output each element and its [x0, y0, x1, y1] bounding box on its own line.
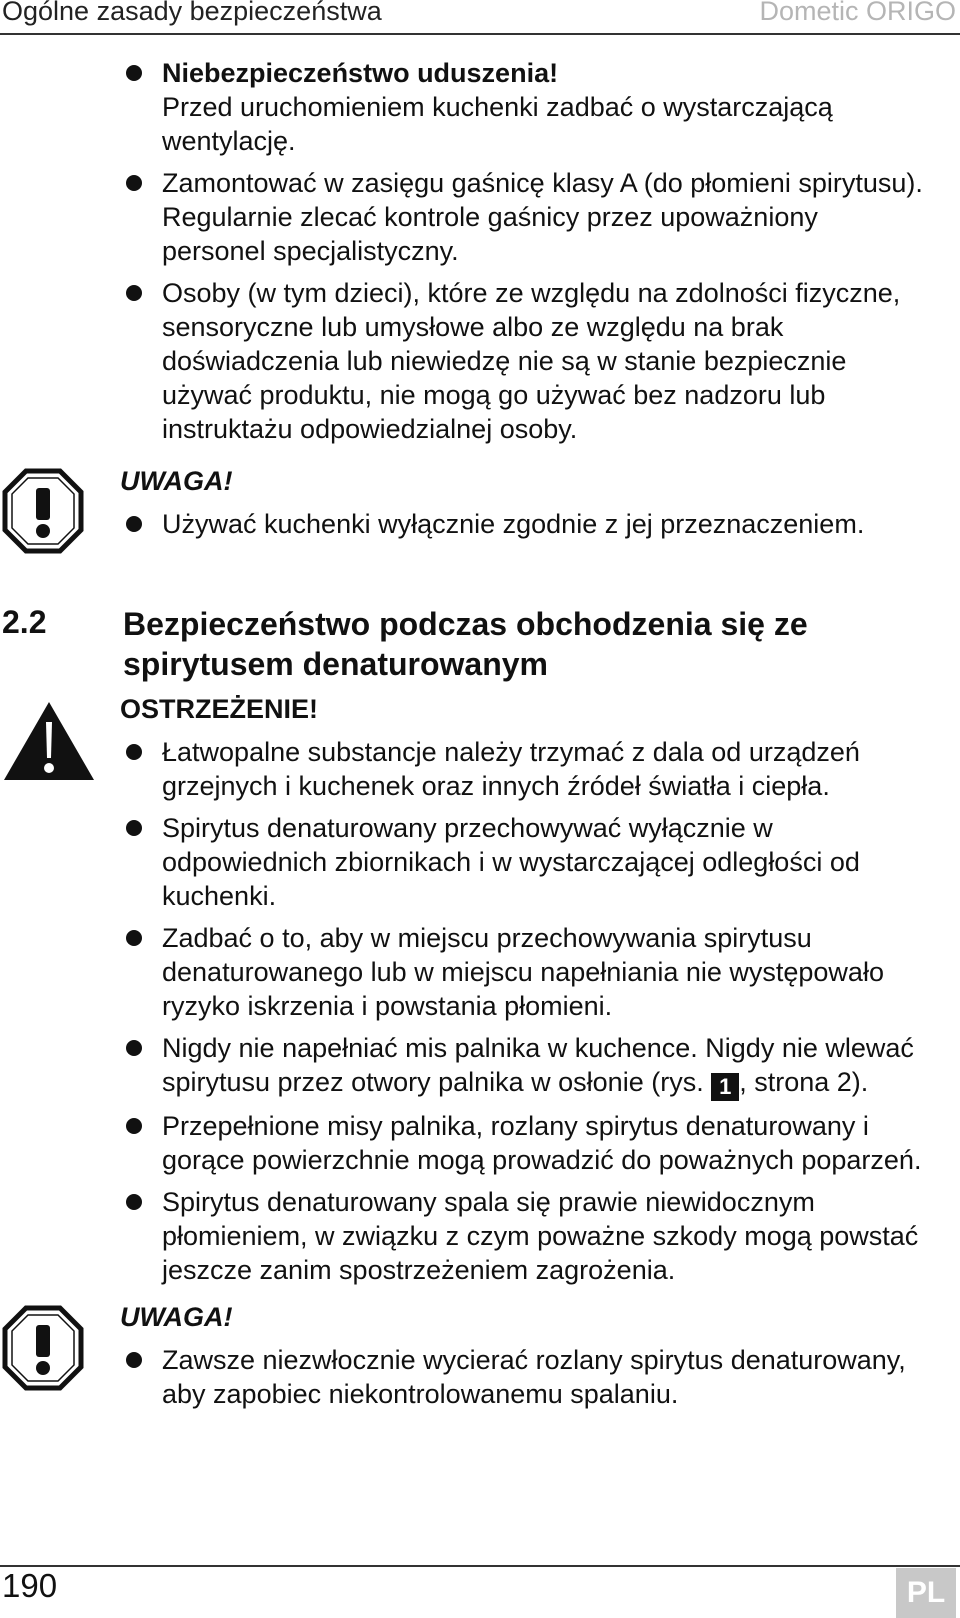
list-item	[0, 56, 960, 158]
running-header-section: Ogólne zasady bezpieczeństwa	[2, 0, 382, 26]
list-item	[0, 507, 960, 541]
bullet-line: Zadbać o to, aby w miejscu przechowywania spirytusu	[162, 923, 812, 953]
list-item	[0, 1109, 960, 1177]
bullet-line: jeszcze zanim spostrzeżeniem zagrożenia.	[162, 1255, 676, 1285]
figure-reference-badge: 1	[711, 1073, 739, 1101]
bullet-line: Przepełnione misy palnika, rozlany spirytus denaturowany i	[162, 1111, 869, 1141]
bullet-line: płomieniem, w związku z czym poważne szkody mogą powstać	[162, 1221, 919, 1251]
footer-rule	[0, 1565, 960, 1567]
header-rule	[0, 33, 960, 35]
bullet-line: Spirytus denaturowany spala się prawie niewidocznym	[162, 1187, 815, 1217]
bullet-line: Zawsze niezwłocznie wycierać rozlany spirytus denaturowany,	[162, 1345, 906, 1375]
bullet-icon	[126, 65, 142, 81]
bullet-icon	[126, 1118, 142, 1134]
bullet-line: wentylację.	[162, 126, 296, 156]
bullet-line-text: spirytusu przez otwory palnika w osłonie (rys.	[162, 1067, 712, 1097]
list-item	[0, 811, 960, 913]
section-title	[123, 604, 923, 684]
bullet-icon	[126, 516, 142, 532]
bullet-line: Przed uruchomieniem kuchenki zadbać o wystarczającą	[162, 92, 833, 122]
bullet-line: gorące powierzchnie mogą prowadzić do poważnych poparzeń.	[162, 1145, 922, 1175]
bullet-line	[162, 1065, 950, 1101]
bullet-line: Spirytus denaturowany przechowywać wyłącznie w	[162, 813, 773, 843]
warning-label: OSTRZEŻENIE!	[120, 694, 319, 724]
bullet-line: Zamontować w zasięgu gaśnicę klasy A (do płomieni spirytusu).	[162, 168, 923, 198]
bullet-icon	[126, 175, 142, 191]
bullet-icon	[126, 820, 142, 836]
bullet-line: grzejnych i kuchenek oraz innych źródeł światła i ciepła.	[162, 771, 830, 801]
list-item	[0, 166, 960, 268]
bullet-line: sensoryczne lub umysłowe albo ze względu na brak	[162, 312, 784, 342]
bullet-line: Używać kuchenki wyłącznie zgodnie z jej przeznaczeniem.	[162, 509, 865, 539]
bullet-icon	[126, 930, 142, 946]
page-number: 190	[2, 1567, 58, 1604]
warning-list	[0, 735, 960, 1287]
bullet-line: Osoby (w tym dzieci), które ze względu na zdolności fizyczne,	[162, 278, 901, 308]
bullet-line: aby zapobiec niekontrolowanemu spalaniu.	[162, 1379, 679, 1409]
bullet-icon	[126, 1352, 142, 1368]
list-item	[0, 1031, 960, 1101]
safety-list-general	[0, 56, 960, 446]
notice-list	[0, 507, 960, 541]
bullet-line: personel specjalistyczny.	[162, 236, 459, 266]
bullet-icon	[126, 744, 142, 760]
notice-label: UWAGA!	[120, 466, 233, 496]
running-header-product: Dometic ORIGO	[759, 0, 956, 26]
bullet-line: doświadczenia lub niewiedzę nie są w stanie bezpiecznie	[162, 346, 847, 376]
bullet-line: Regularnie zlecać kontrole gaśnicy przez upoważniony	[162, 202, 818, 232]
list-item	[0, 921, 960, 1023]
bullet-icon	[126, 285, 142, 301]
section-title-line: Bezpieczeństwo podczas obchodzenia się ze	[123, 606, 808, 642]
section-number: 2.2	[2, 604, 47, 640]
bullet-icon	[126, 1040, 142, 1056]
bullet-line: denaturowanego lub w miejscu napełniania nie występowało	[162, 957, 884, 987]
bullet-line: Niebezpieczeństwo uduszenia!	[162, 58, 559, 88]
bullet-line: instruktażu odpowiedzialnej osoby.	[162, 414, 578, 444]
section-title-line: spirytusem denaturowanym	[123, 646, 548, 682]
bullet-line: Nigdy nie napełniać mis palnika w kuchence. Nigdy nie wlewać	[162, 1033, 914, 1063]
notice-list	[0, 1343, 960, 1411]
bullet-line: Łatwopalne substancje należy trzymać z dala od urządzeń	[162, 737, 860, 767]
bullet-line-text: , strona 2).	[739, 1067, 869, 1097]
list-item	[0, 1185, 960, 1287]
bullet-line: odpowiednich zbiornikach i w wystarczającej odległości od	[162, 847, 860, 877]
notice-label: UWAGA!	[120, 1302, 233, 1332]
list-item	[0, 1343, 960, 1411]
language-badge: PL	[896, 1568, 956, 1618]
bullet-icon	[126, 1194, 142, 1210]
bullet-line: ryzyko iskrzenia i powstania płomieni.	[162, 991, 613, 1021]
list-item	[0, 276, 960, 446]
list-item	[0, 735, 960, 803]
bullet-line: używać produktu, nie mogą go używać bez nadzoru lub	[162, 380, 826, 410]
bullet-line: kuchenki.	[162, 881, 277, 911]
